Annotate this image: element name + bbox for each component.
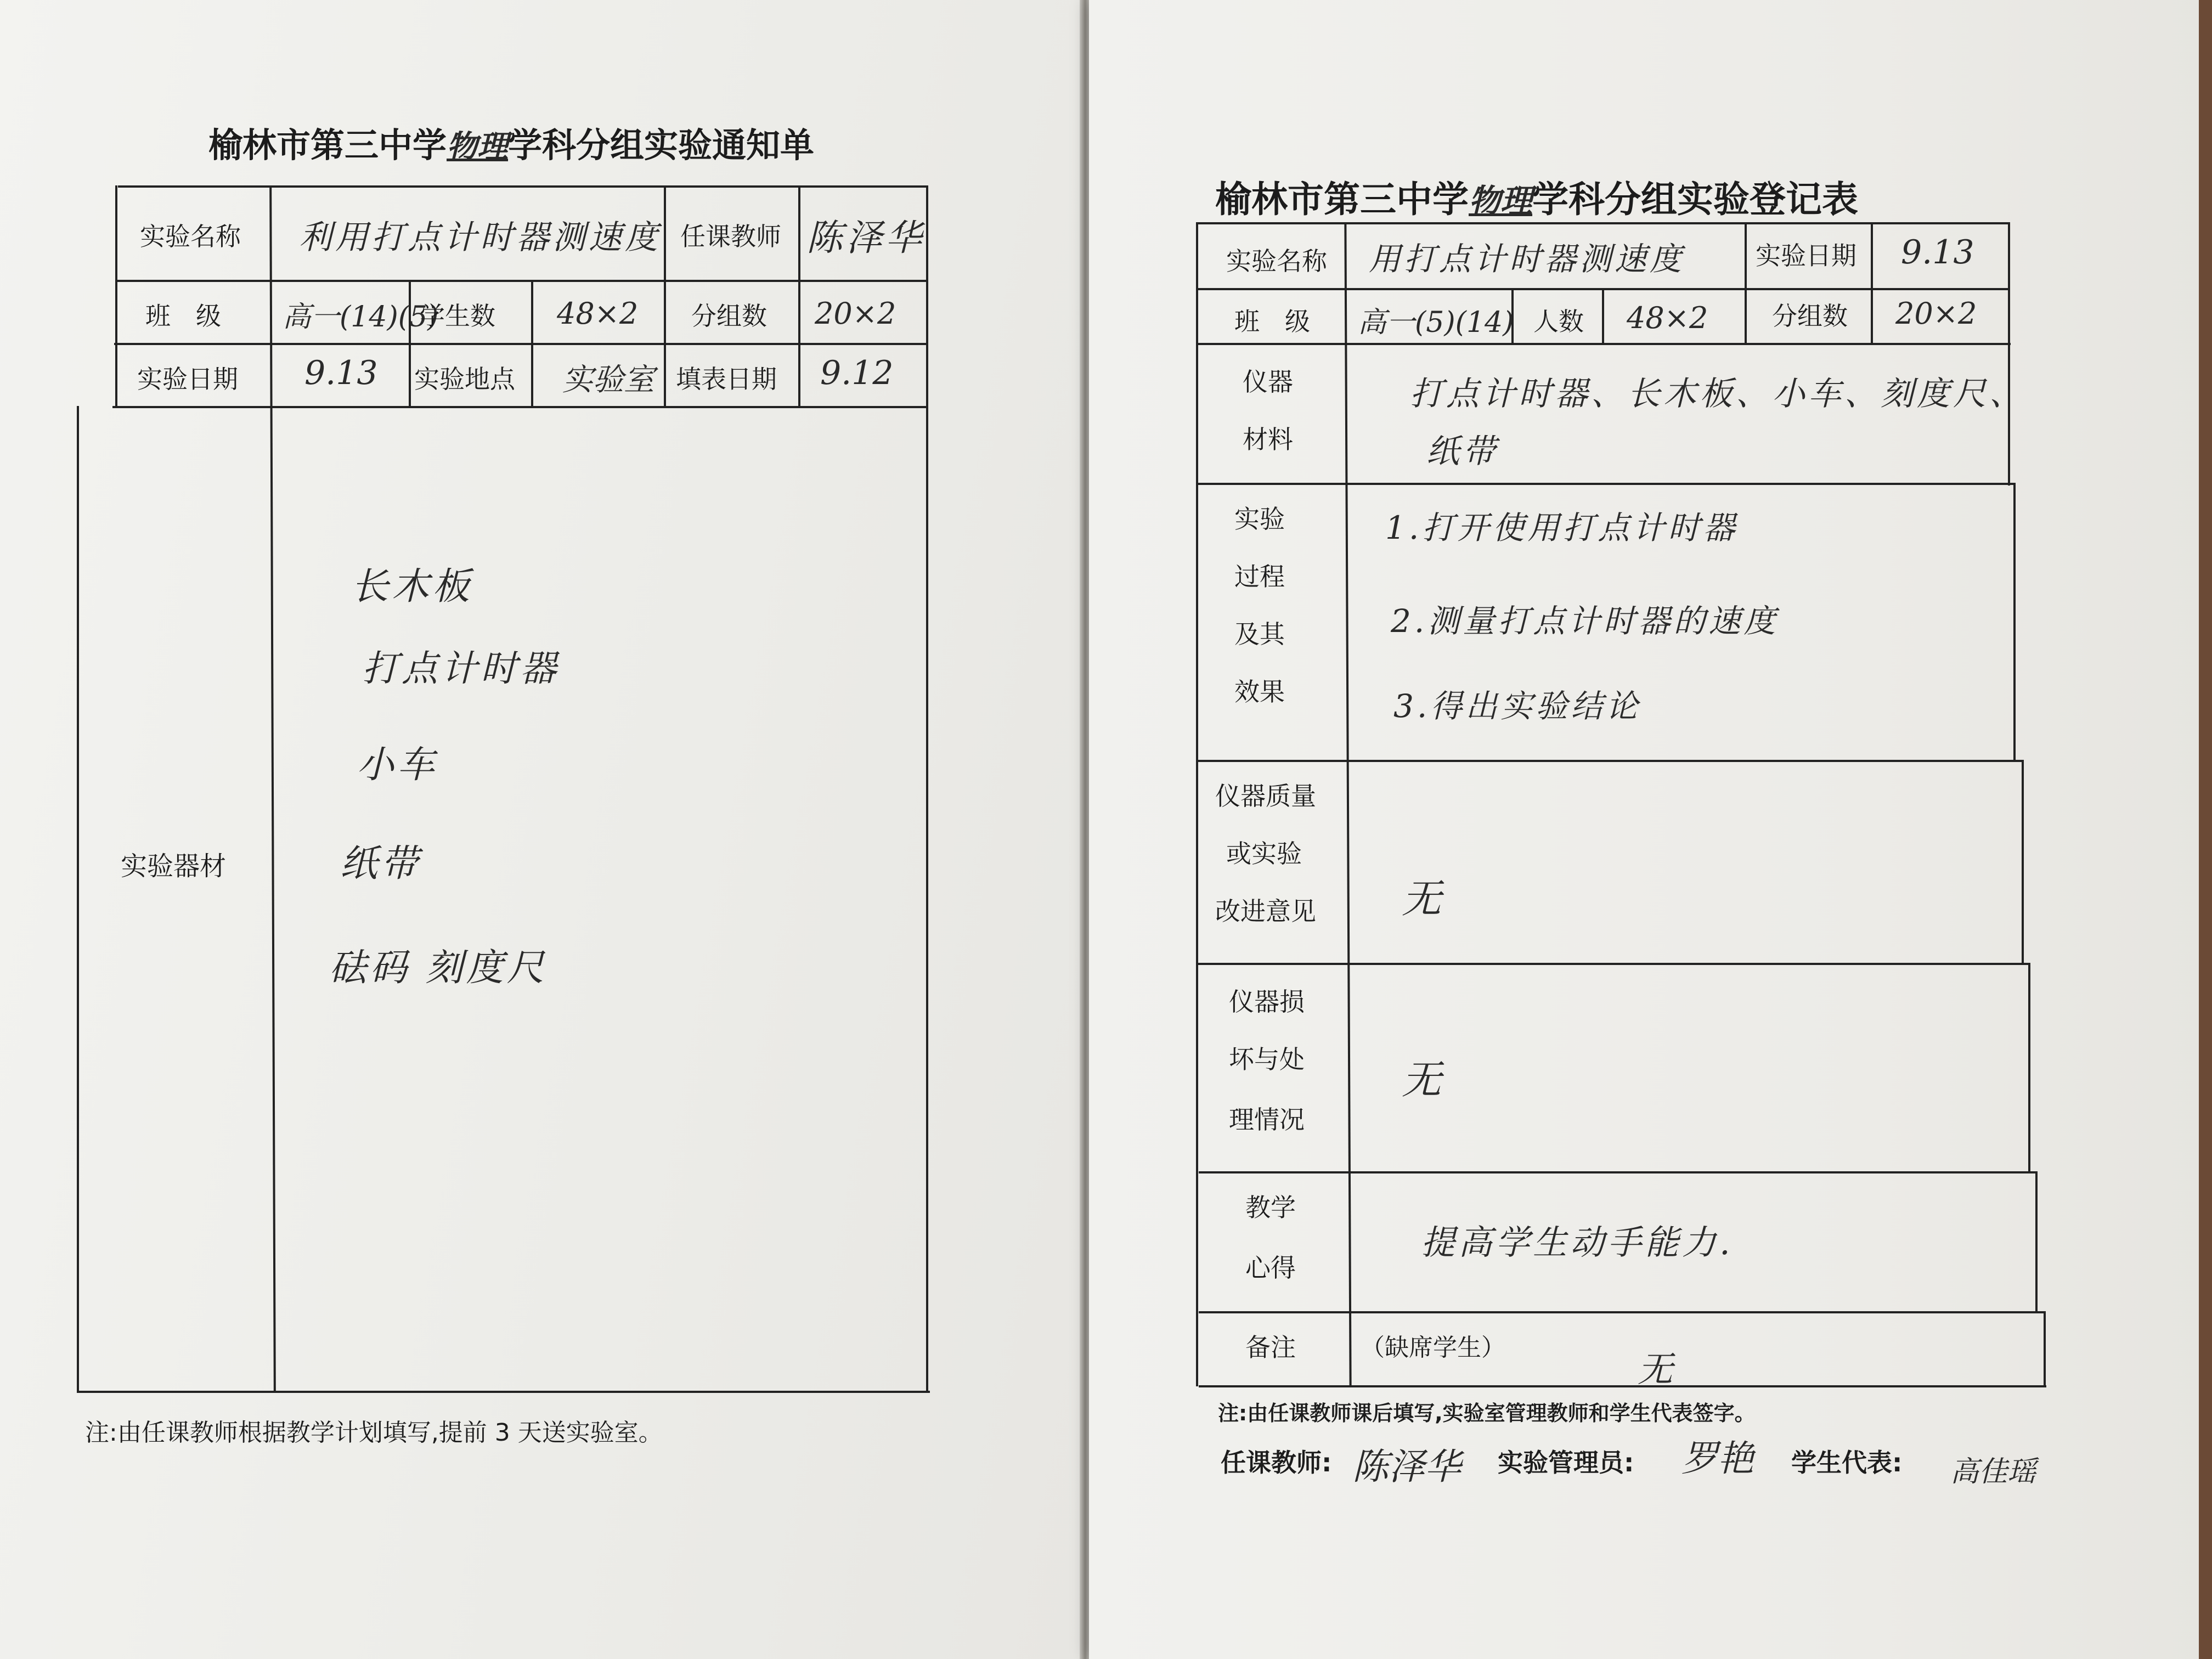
notice-groups-label: 分组数 xyxy=(691,301,767,331)
register-process-step: 1.打开使用打点计时器 xyxy=(1385,509,1739,546)
register-absent-label: （缺席学生） xyxy=(1361,1334,1505,1362)
register-quality-value: 无 xyxy=(1402,876,1445,922)
register-process-step: 3.得出实验结论 xyxy=(1393,687,1641,725)
notice-place-label: 实验地点 xyxy=(414,364,515,394)
sign-manager-signature: 罗艳 xyxy=(1681,1437,1754,1480)
register-process-label: 实验 xyxy=(1234,504,1285,534)
register-groups-value: 20×2 xyxy=(1895,296,1977,331)
notice-name-label: 实验名称 xyxy=(140,222,241,251)
notice-equipment-item: 小车 xyxy=(357,743,438,787)
register-quality-label: 或实验 xyxy=(1226,839,1302,868)
notice-title-rest: 学科分组实验通知单 xyxy=(508,125,815,165)
notice-equipment-item: 打点计时器 xyxy=(362,647,560,690)
notice-fill-date-label: 填表日期 xyxy=(676,364,777,394)
sign-manager-label: 实验管理员: xyxy=(1498,1448,1634,1477)
register-damage-value: 无 xyxy=(1402,1057,1445,1103)
register-teaching-label: 教学 xyxy=(1245,1193,1296,1222)
notice-place-value: 实验室 xyxy=(562,362,654,398)
register-sheet xyxy=(1089,0,2212,1659)
notice-equipment-label: 实验器材 xyxy=(121,851,227,882)
register-materials-value: 打点计时器、长木板、小车、刻度尺、 xyxy=(1410,375,2025,413)
sign-student-label: 学生代表: xyxy=(1791,1448,1903,1477)
register-teaching-value: 提高学生动手能力. xyxy=(1421,1222,1734,1262)
register-damage-label: 坏与处 xyxy=(1229,1045,1305,1074)
notice-equipment-item: 砝码 刻度尺 xyxy=(329,946,548,990)
notice-equipment-item: 长木板 xyxy=(351,565,473,608)
register-footnote: 注:由任课教师课后填写,实验室管理教师和学生代表签字。 xyxy=(1218,1401,1756,1425)
register-groups-label: 分组数 xyxy=(1772,301,1848,331)
notice-fill-date-value: 9.12 xyxy=(820,354,894,392)
register-quality-label: 改进意见 xyxy=(1215,896,1316,926)
register-title xyxy=(1215,170,1858,222)
sign-teacher-label: 任课教师: xyxy=(1221,1448,1332,1477)
register-materials-value: 纸带 xyxy=(1426,432,1499,471)
notice-subject-handwritten: 物理 xyxy=(447,128,509,165)
register-people-label: 人数 xyxy=(1533,307,1584,336)
notice-title xyxy=(208,118,814,167)
register-class-value: 高一(5)(14) xyxy=(1358,306,1514,339)
register-process-label: 效果 xyxy=(1234,677,1285,707)
notice-students-label: 学生数 xyxy=(420,301,495,331)
register-process-label: 过程 xyxy=(1234,562,1285,591)
register-subject-handwritten: 物理 xyxy=(1469,182,1533,219)
register-damage-label: 仪器损 xyxy=(1229,987,1305,1017)
register-process-label: 及其 xyxy=(1234,619,1285,649)
sign-teacher-signature: 陈泽华 xyxy=(1352,1446,1461,1488)
register-name-label: 实验名称 xyxy=(1226,246,1327,276)
register-materials-label: 仪器 xyxy=(1243,367,1293,397)
notice-name-value: 利用打点计时器测速度 xyxy=(299,218,661,257)
notice-date-label: 实验日期 xyxy=(137,364,238,394)
register-process-step: 2.测量打点计时器的速度 xyxy=(1391,602,1779,640)
register-remarks-label: 备注 xyxy=(1245,1333,1296,1362)
notice-teacher-label: 任课教师 xyxy=(680,222,781,251)
notice-class-label: 班 级 xyxy=(145,301,221,331)
register-materials-label: 材料 xyxy=(1243,425,1293,454)
register-class-label: 班 级 xyxy=(1234,307,1310,336)
notice-equipment-item: 纸带 xyxy=(340,842,422,885)
register-people-value: 48×2 xyxy=(1627,301,1708,335)
notice-groups-value: 20×2 xyxy=(815,296,896,331)
register-title-rest: 学科分组实验登记表 xyxy=(1532,178,1859,221)
notice-class-value: 高一(14)(5) xyxy=(283,301,439,334)
notice-teacher-value: 陈泽华 xyxy=(806,217,925,259)
register-name-value: 用打点计时器测速度 xyxy=(1369,240,1685,278)
register-date-label: 实验日期 xyxy=(1756,241,1857,270)
register-remarks-value: 无 xyxy=(1638,1350,1676,1390)
register-date-value: 9.13 xyxy=(1901,233,1974,272)
notice-date-value: 9.13 xyxy=(304,354,378,392)
register-school: 榆林市第三中学 xyxy=(1215,178,1469,221)
register-teaching-label: 心得 xyxy=(1245,1253,1296,1283)
notice-school: 榆林市第三中学 xyxy=(208,125,447,165)
notice-students-value: 48×2 xyxy=(557,296,639,331)
sign-student-signature: 高佳瑶 xyxy=(1950,1455,2036,1488)
register-damage-label: 理情况 xyxy=(1229,1105,1305,1135)
notice-footnote: 注:由任课教师根据教学计划填写,提前 3 天送实验室。 xyxy=(85,1419,663,1447)
register-quality-label: 仪器质量 xyxy=(1215,781,1316,811)
notice-sheet xyxy=(0,0,1081,1659)
table-edge xyxy=(2199,0,2212,1659)
